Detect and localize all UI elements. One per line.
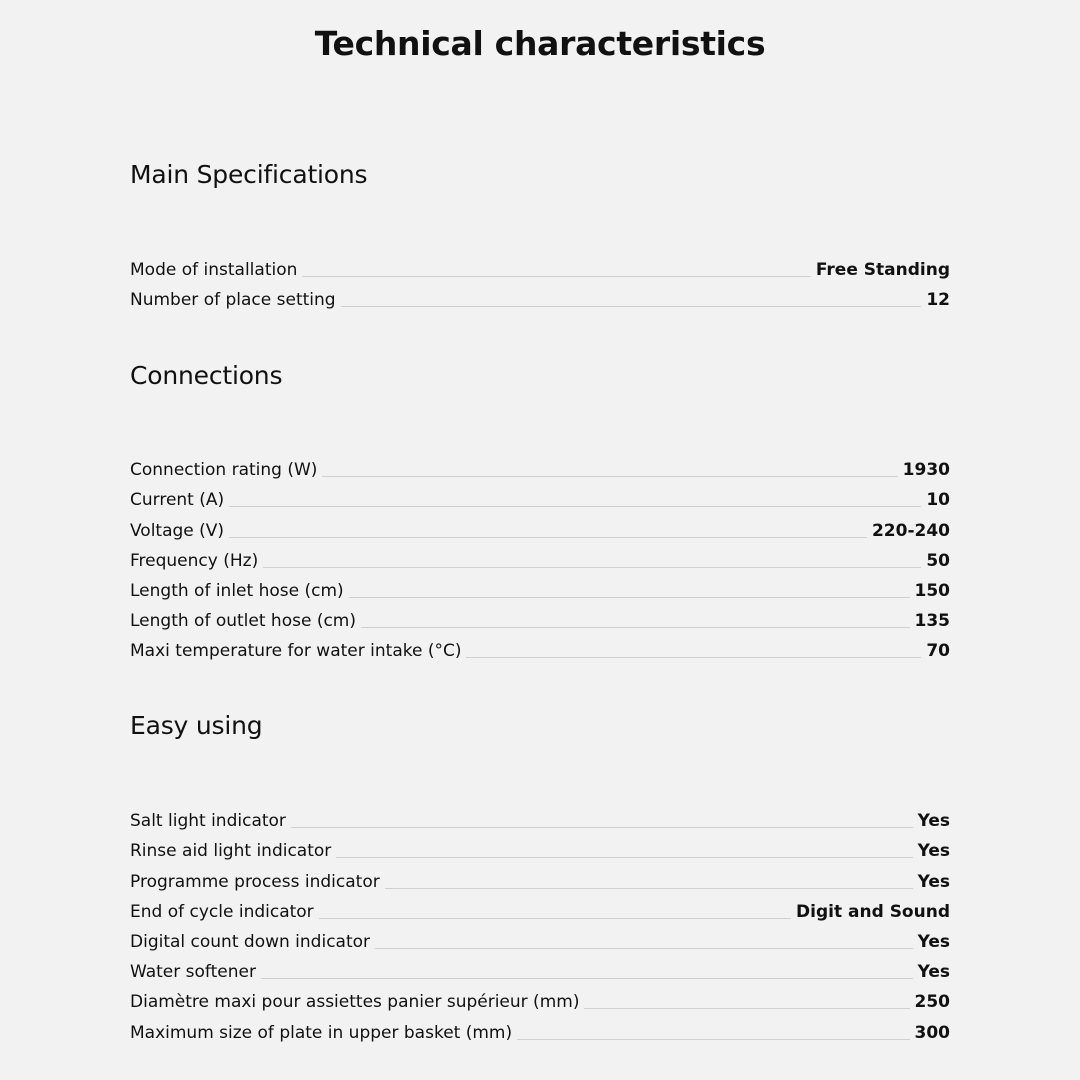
leader-line [291,826,913,828]
spec-label: Programme process indicator [130,871,380,892]
spec-value: Yes [917,931,950,952]
spec-label: Salt light indicator [130,811,286,832]
leader-line [466,656,921,658]
spec-label: Rinse aid light indicator [130,841,332,862]
leader-line [385,887,913,889]
spec-value: 250 [914,992,950,1013]
leader-line [319,917,791,919]
spec-list-main-specifications [130,251,950,311]
leader-line [375,947,913,949]
leader-line [302,275,811,277]
leader-line [349,596,910,598]
spec-value: 50 [926,550,950,571]
spec-label: Length of inlet hose (cm) [130,580,344,601]
leader-line [336,856,912,858]
leader-line [517,1038,909,1040]
spec-row [130,602,950,632]
spec-label: End of cycle indicator [130,901,314,922]
spec-label: Maximum size of plate in upper basket (mm) [130,1022,513,1043]
leader-line [341,305,922,307]
spec-row [130,481,950,511]
spec-row [130,1013,950,1043]
spec-list-connections [130,451,950,662]
spec-label: Length of outlet hose (cm) [130,611,356,632]
spec-list-easy-using [130,802,950,1044]
spec-label: Maxi temperature for water intake (°C) [130,641,462,662]
leader-line [229,536,867,538]
spec-row [130,983,950,1013]
spec-value: 1930 [902,460,950,481]
spec-row [130,542,950,572]
spec-row [130,802,950,832]
spec-row [130,953,950,983]
section-title-connections: Connections [130,361,283,390]
leader-line [322,475,897,477]
spec-value: 70 [926,641,950,662]
spec-label: Voltage (V) [130,520,225,541]
spec-value: Yes [917,962,950,983]
spec-label: Number of place setting [130,290,336,311]
section-title-easy-using: Easy using [130,711,263,740]
spec-value: Free Standing [815,260,950,281]
leader-line [361,626,910,628]
spec-row [130,832,950,862]
section-title-main-specifications: Main Specifications [130,160,368,189]
spec-row [130,451,950,481]
spec-value: Yes [917,811,950,832]
spec-value: 10 [926,490,950,511]
spec-label: Diamètre maxi pour assiettes panier supérieur (mm) [130,992,580,1013]
spec-label: Current (A) [130,490,225,511]
spec-value: Yes [917,841,950,862]
spec-row [130,893,950,923]
spec-row [130,281,950,311]
spec-value: 135 [914,611,950,632]
leader-line [229,505,921,507]
spec-value: 300 [914,1022,950,1043]
spec-value: 220-240 [871,520,950,541]
spec-row [130,632,950,662]
spec-label: Digital count down indicator [130,931,371,952]
spec-label: Mode of installation [130,260,298,281]
spec-row [130,511,950,541]
spec-value: Digit and Sound [796,901,950,922]
spec-row [130,572,950,602]
page-title: Technical characteristics [314,24,766,63]
leader-line [584,1007,909,1009]
leader-line [263,566,921,568]
spec-row [130,923,950,953]
spec-value: 150 [914,580,950,601]
spec-value: 12 [926,290,950,311]
spec-label: Frequency (Hz) [130,550,259,571]
spec-row [130,251,950,281]
spec-value: Yes [917,871,950,892]
leader-line [261,977,913,979]
spec-row [130,862,950,892]
spec-label: Connection rating (W) [130,460,318,481]
spec-label: Water softener [130,962,256,983]
